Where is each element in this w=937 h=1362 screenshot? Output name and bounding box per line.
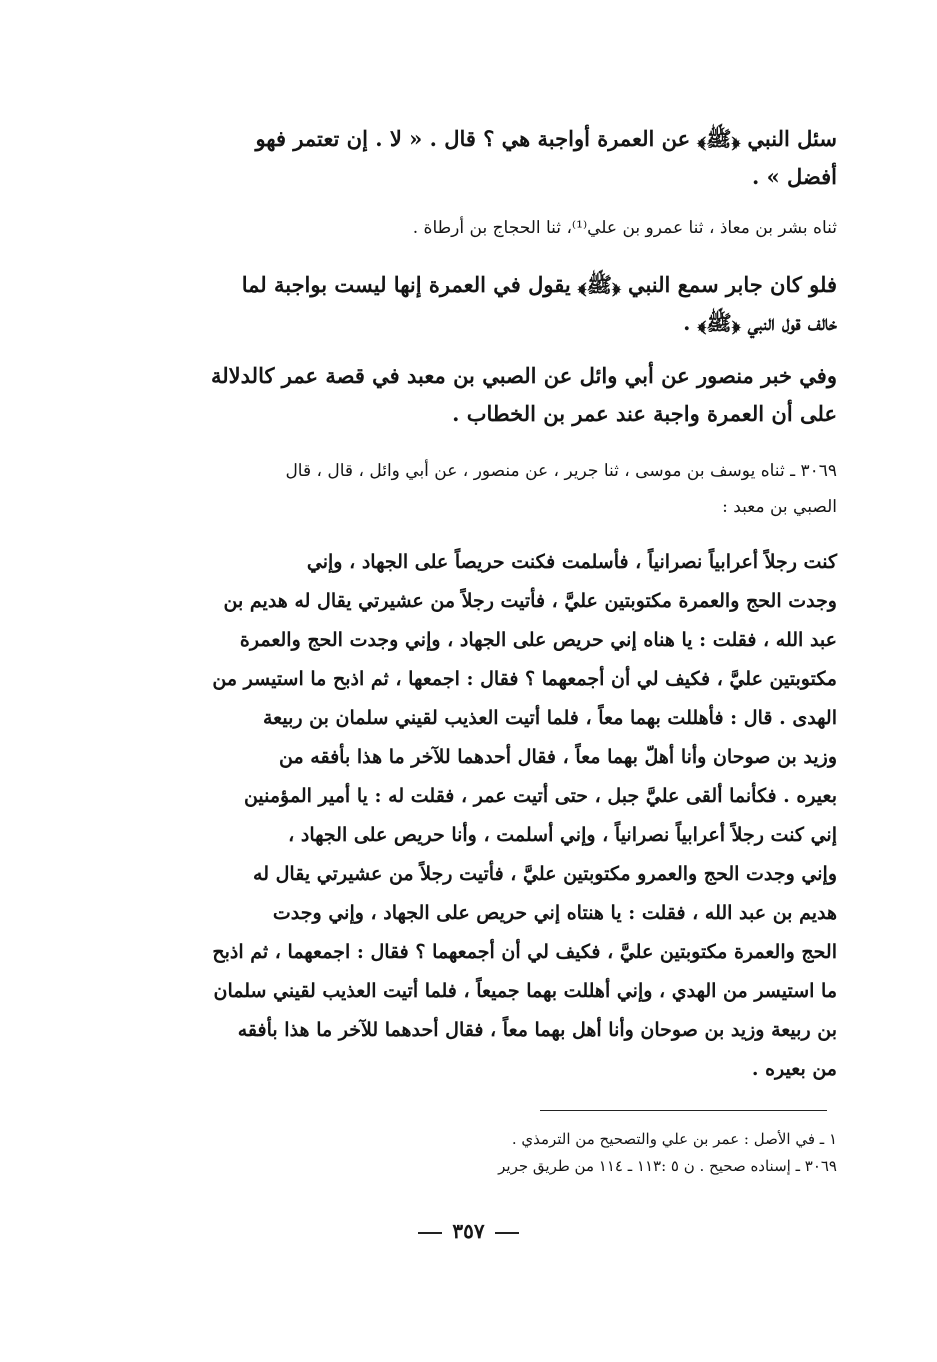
text-line: من بعيره .: [751, 1058, 837, 1080]
text-line: وجدت الحج والعمرة مكتوبتين عليَّ ، فأتيت رجلاً من عشيرتي يقال له هديم بن: [223, 590, 837, 612]
text-line: هديم بن عبد الله ، فقلت : يا هنتاه إني حريص على الجهاد ، وإني وجدت: [272, 902, 837, 924]
hadith-heading: [165, 453, 837, 525]
text-line: بن ربيعة وزيد بن صوحان وأنا أهل بهما معاً ، فقال أحدهما للآخر ما هذا بأفقه: [237, 1019, 837, 1041]
text-line: خالف قول النبي ﴿ﷺ﴾ .: [683, 310, 837, 335]
text-line: ثناه بشر بن معاذ ، ثنا عمرو بن علي⁽¹⁾، ثنا الحجاج بن أرطاة .: [412, 218, 837, 238]
text-line: ٣٠٦٩ ـ ثناه يوسف بن موسى ، ثنا جرير ، عن منصور ، عن أبي وائل ، قال ، قال: [285, 461, 837, 481]
footnote-3069: ٣٠٦٩ ـ إسناده صحيح . ن ٥ :١١٣ ـ ١١٤ من طريق جرير: [498, 1157, 837, 1175]
text-line: سئل النبي ﴿ﷺ﴾ عن العمرة أواجبة هي ؟ قال . « لا . إن تعتمر فهو: [255, 126, 837, 151]
paragraph-mansur: [165, 357, 837, 433]
text-line: وفي خبر منصور عن أبي وائل عن الصبي بن معبد في قصة عمر كالدلالة: [211, 363, 837, 388]
text-line: بعيره . فكأنما ألقى عليَّ جبل ، حتى أتيت عمر ، فقلت له : يا أمير المؤمنين: [243, 785, 837, 807]
text-line: على أن العمرة واجبة عند عمر بن الخطاب .: [452, 401, 837, 426]
text-line: الصبي بن معبد :: [722, 497, 837, 517]
text-line: الهدى . قال : فأهللت بهما معاً ، فلما أتيت العذيب لقيني سلمان بن ربيعة: [263, 707, 837, 729]
page-number-value: ٣٥٧: [452, 1219, 485, 1243]
text-line: عبد الله ، فقلت : يا هناه إني حريص على الجهاد ، وإني وجدت الحج والعمرة: [239, 629, 837, 651]
hadith-body: [165, 543, 837, 1089]
paragraph-umrah-question: [165, 120, 837, 196]
paragraph-jabir: [165, 266, 837, 342]
footnotes: [330, 1126, 837, 1180]
text-line: ما استيسر من الهدي ، وإني أهللت بهما جميعاً ، فلما أتيت العذيب لقيني سلمان: [213, 980, 837, 1002]
isnad-line: [165, 210, 837, 246]
text-line: فلو كان جابر سمع النبي ﴿ﷺ﴾ يقول في العمرة إنها ليست بواجبة لما: [241, 272, 837, 297]
page-number-dash-left: [418, 1232, 442, 1234]
text-line: كنت رجلاً أعرابياً نصرانياً ، فأسلمت فكنت حريصاً على الجهاد ، وإني: [306, 551, 837, 573]
footnote-1: ١ ـ في الأصل : عمر بن علي والتصحيح من الترمذي .: [511, 1130, 837, 1148]
text-line: مكتوبتين عليَّ ، فكيف لي أن أجمعهما ؟ فقال : اجمعها ، ثم اذبح ما استيسر من: [212, 668, 837, 690]
footnote-divider: [540, 1110, 827, 1111]
text-line: وإني وجدت الحج والعمرو مكتوبتين عليَّ ، فأتيت رجلاً من عشيرتي يقال له: [253, 863, 837, 885]
text-line: وزيد بن صوحان وأنا أهلّ بهما معاً ، فقال أحدهما للآخر ما هذا بأفقه من: [279, 746, 837, 768]
page-number: [0, 1219, 937, 1243]
text-line: الحج والعمرة مكتوبتين عليَّ ، فكيف لي أن أجمعهما ؟ فقال : اجمعهما ، ثم اذبح: [212, 941, 837, 963]
page-number-dash-right: [495, 1232, 519, 1234]
text-line: أفضل » .: [751, 164, 837, 189]
text-line: إني كنت رجلاً أعرابياً نصرانياً ، وإني أسلمت ، وأنا حريص على الجهاد ،: [288, 824, 837, 846]
